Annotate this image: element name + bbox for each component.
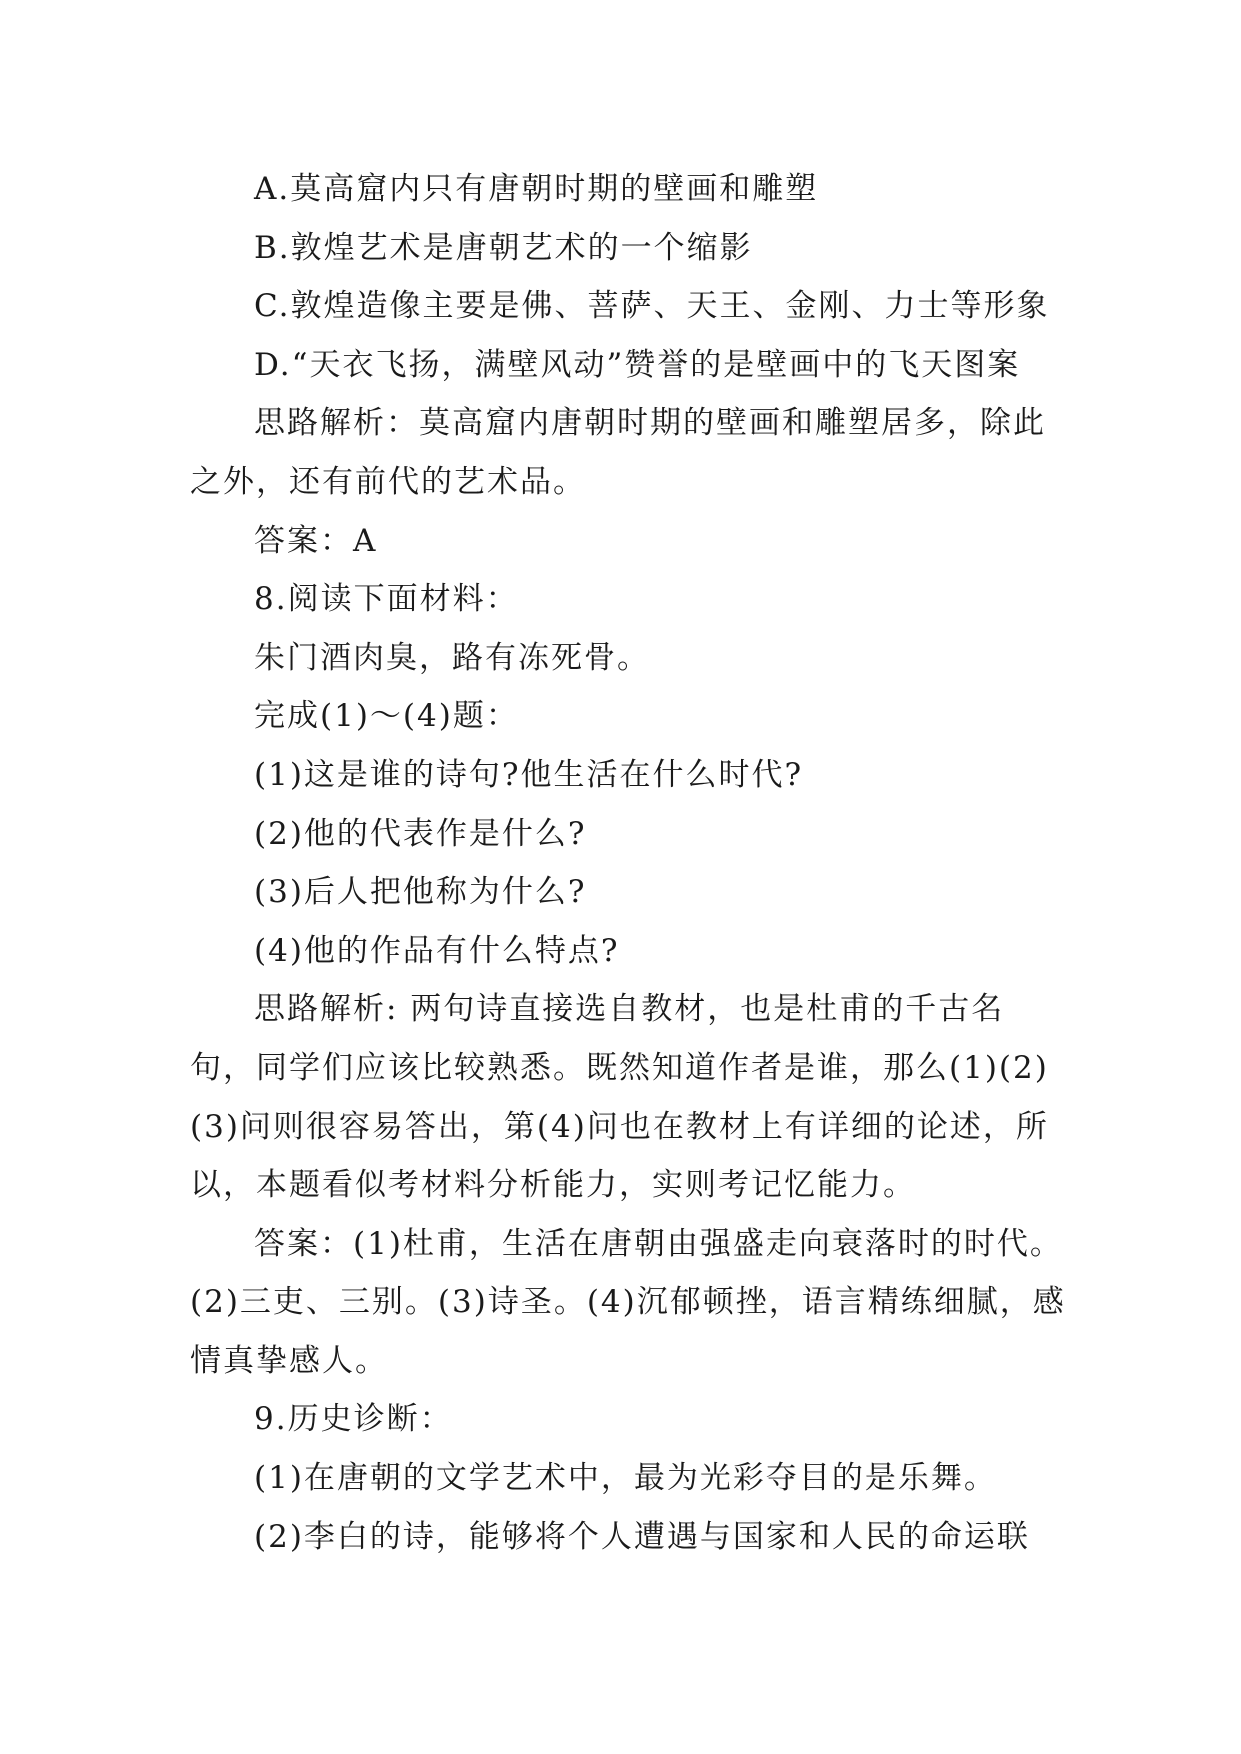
option-c: C.敦煌造像主要是佛、菩萨、天王、金刚、力士等形象 [254,288,1050,325]
question-8-instruction: 完成(1)～(4)题： [254,698,519,735]
question-9-heading: 9.历史诊断： [254,1401,453,1438]
sub-question-2: (2)他的代表作是什么? [254,815,587,852]
diagnosis-2: (2)李白的诗，能够将个人遭遇与国家和人民的命运联 [254,1518,1030,1555]
document-body [190,160,1070,1566]
sub-question-4: (4)他的作品有什么特点? [254,932,620,969]
answer-8: 答案：(1)杜甫，生活在唐朝由强盛走向衰落时的时代。(2)三吏、三别。(3)诗圣。(4)沉郁顿挫，语言精练细腻，感情真挚感人。 [190,1225,1066,1379]
option-b: B.敦煌艺术是唐朝艺术的一个缩影 [254,229,753,266]
answer-7: 答案：A [254,522,378,559]
analysis-7: 思路解析：莫高窟内唐朝时期的壁画和雕塑居多，除此之外，还有前代的艺术品。 [190,405,1046,500]
sub-question-1: (1)这是谁的诗句?他生活在什么时代? [254,756,804,793]
option-a: A.莫高窟内只有唐朝时期的壁画和雕塑 [254,171,819,207]
analysis-8: 思路解析: 两句诗直接选自教材，也是杜甫的千古名句，同学们应该比较熟悉。既然知道作者是谁，那么(1)(2)(3)问则很容易答出，第(4)问也在教材上有详细的论述，所以，本题看似考材料分析能力，实则考记忆能力。 [190,991,1049,1204]
sub-question-3: (3)后人把他称为什么? [254,874,587,911]
question-8-heading: 8.阅读下面材料： [254,581,519,618]
diagnosis-1: (1)在唐朝的文学艺术中，最为光彩夺目的是乐舞。 [254,1460,997,1497]
option-d: D.“天衣飞扬，满壁风动”赞誉的是壁画中的飞天图案 [254,346,1021,383]
material-quote: 朱门酒肉臭，路有冻死骨。 [254,639,650,676]
